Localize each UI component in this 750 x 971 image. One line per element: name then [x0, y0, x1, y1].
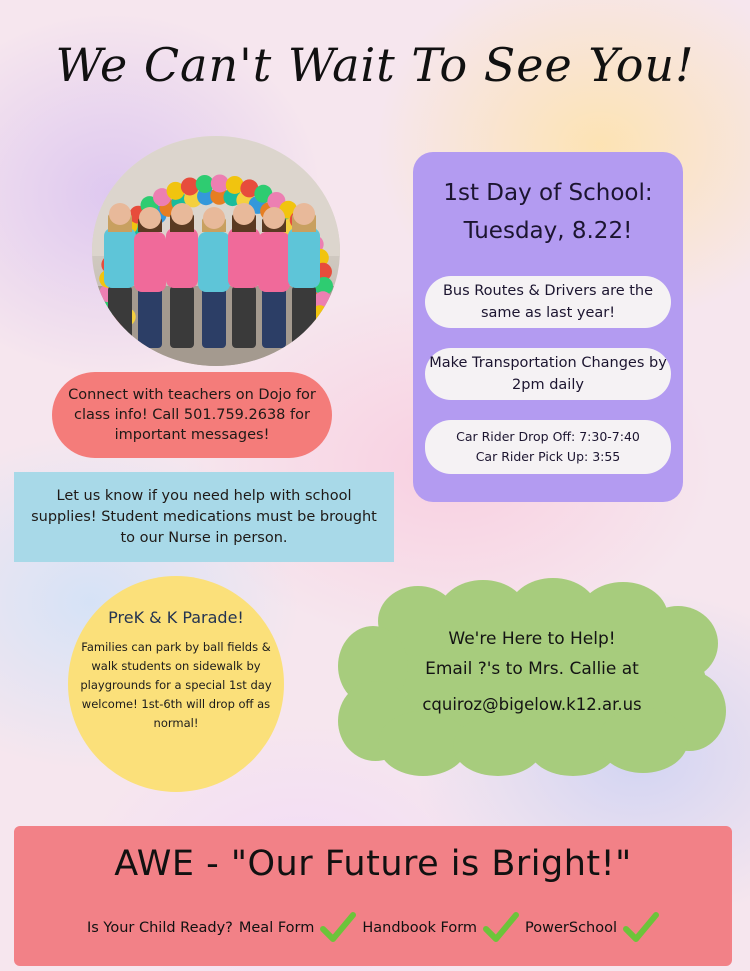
readiness-label: Is Your Child Ready? [86, 920, 233, 936]
footer-title: AWE - "Our Future is Bright!" [114, 844, 632, 884]
first-day-line1: 1st Day of School: [443, 180, 653, 206]
car-drop-off: Car Rider Drop Off: 7:30-7:40 [456, 429, 640, 444]
meal-form-label: Meal Form [238, 920, 315, 936]
help-text [358, 624, 706, 720]
first-day-heading [413, 174, 683, 250]
staff-photo [92, 136, 340, 366]
help-line1: We're Here to Help! [448, 629, 616, 649]
transportation-note: Make Transportation Changes by 2pm daily [425, 348, 671, 400]
first-day-panel [413, 152, 683, 502]
car-pick-up: Car Rider Pick Up: 3:55 [475, 449, 621, 464]
help-line2: Email ?'s to Mrs. Callie at [425, 659, 639, 679]
handbook-form-label: Handbook Form [362, 920, 478, 936]
parade-circle [68, 576, 284, 792]
checkmark-icon [623, 912, 659, 944]
car-rider-times [425, 420, 671, 474]
page-title: We Can't Wait To See You! [55, 38, 695, 92]
first-day-line2: Tuesday, 8.22! [463, 218, 633, 244]
help-email-link[interactable]: cquiroz@bigelow.k12.ar.us [422, 695, 642, 714]
checkmark-icon [320, 912, 356, 944]
contact-info-bubble: Connect with teachers on Dojo for class info! Call 501.759.2638 for important messages! [52, 372, 332, 458]
parade-title: PreK & K Parade! [108, 608, 244, 627]
powerschool-label: PowerSchool [525, 920, 618, 936]
parade-text: Families can park by ball fields & walk students on sidewalk by playgrounds for a special 1st day welcome! 1st-6th will drop off as normal! [80, 640, 272, 730]
checkmark-icon [483, 912, 519, 944]
supplies-info-box: Let us know if you need help with school supplies! Student medications must be brought to our Nurse in person. [14, 472, 394, 562]
footer-banner [14, 826, 732, 966]
help-cloud [338, 586, 726, 776]
bus-routes-note: Bus Routes & Drivers are the same as last year! [425, 276, 671, 328]
readiness-checklist [14, 912, 732, 944]
